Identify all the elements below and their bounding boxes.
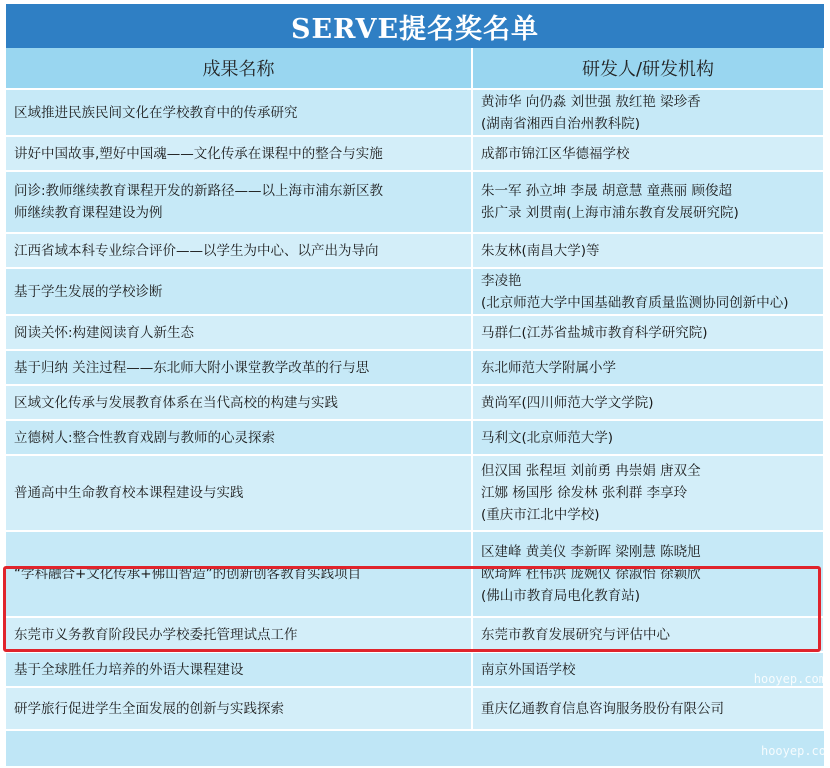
achievement-name-line: 区域文化传承与发展教育体系在当代高校的构建与实践 — [14, 394, 338, 411]
table-row — [6, 350, 824, 385]
developer-cell — [472, 420, 824, 455]
award-list-sheet — [6, 4, 824, 766]
table-row — [6, 420, 824, 455]
achievement-name-line: 讲好中国故事,塑好中国魂——文化传承在课程中的整合与实施 — [14, 145, 383, 162]
developer-cell — [472, 233, 824, 268]
developer-line: 东北师范大学附属小学 — [481, 359, 616, 376]
achievement-name-cell — [6, 315, 472, 350]
achievement-name-line: 东莞市义务教育阶段民办学校委托管理试点工作 — [14, 626, 298, 643]
achievement-name-cell — [6, 136, 472, 171]
achievement-name-line: 区域推进民族民间文化在学校教育中的传承研究 — [14, 104, 298, 121]
developer-line: (佛山市教育局电化教育站) — [481, 588, 641, 604]
developer-line: 张广录 刘贯南(上海市浦东教育发展研究院) — [481, 205, 739, 221]
watermark: hooyep.com — [753, 672, 826, 686]
developer-cell — [472, 385, 824, 420]
developer-line: (北京师范大学中国基础教育质量监测协同创新中心) — [481, 294, 789, 311]
developer-cell — [472, 136, 824, 171]
developer-cell — [472, 687, 824, 730]
achievement-name-cell — [6, 350, 472, 385]
developer-cell — [472, 89, 824, 136]
table-row — [6, 617, 824, 652]
achievement-name-cell — [6, 687, 472, 730]
achievement-name-line: 问诊:教师继续教育课程开发的新路径——以上海市浦东新区教 — [14, 183, 384, 199]
developer-line: 东莞市教育发展研究与评估中心 — [481, 626, 670, 643]
developer-cell — [472, 171, 824, 233]
developer-line: 黄沛华 向仍淼 刘世强 敖红艳 梁珍香 — [481, 93, 701, 110]
table-row — [6, 315, 824, 350]
award-table — [6, 48, 825, 731]
column-header-name: 成果名称 — [6, 48, 472, 89]
achievement-name-cell — [6, 233, 472, 268]
developer-cell — [472, 268, 824, 315]
achievement-name-line: 研学旅行促进学生全面发展的创新与实践探索 — [14, 700, 284, 717]
page-title: SERVE提名奖名单 — [6, 4, 824, 48]
watermark: hooyep.co — [760, 744, 826, 758]
achievement-name-cell — [6, 385, 472, 420]
developer-line: 南京外国语学校 — [481, 661, 576, 678]
achievement-name-cell — [6, 420, 472, 455]
developer-line: 重庆亿通教育信息咨询服务股份有限公司 — [481, 700, 724, 717]
column-header-developer: 研发人/研发机构 — [472, 48, 824, 89]
developer-line: 朱一军 孙立坤 李晟 胡意慧 童燕丽 顾俊超 — [481, 183, 732, 199]
developer-line: 成都市锦江区华德福学校 — [481, 145, 630, 162]
developer-line: 黄尚军(四川师范大学文学院) — [481, 394, 654, 411]
achievement-name-cell — [6, 617, 472, 652]
table-row — [6, 455, 824, 531]
table-row — [6, 233, 824, 268]
table-row — [6, 268, 824, 315]
table-row — [6, 89, 824, 136]
table-row — [6, 171, 824, 233]
table-header-row — [6, 48, 824, 89]
achievement-name-cell — [6, 268, 472, 315]
developer-line: 但汉国 张程垣 刘前勇 冉崇娟 唐双全 — [481, 463, 701, 479]
developer-line: (湖南省湘西自治州教科院) — [481, 115, 641, 132]
achievement-name-line: 阅读关怀:构建阅读育人新生态 — [14, 324, 195, 341]
developer-line: 马利文(北京师范大学) — [481, 429, 614, 446]
table-row — [6, 136, 824, 171]
developer-line: 李凌艳 — [481, 272, 522, 289]
developer-cell — [472, 531, 824, 617]
table-row — [6, 531, 824, 617]
developer-line: (重庆市江北中学校) — [481, 507, 600, 523]
achievement-name-line: “学科融合+文化传承+佛山智造”的创新创客教育实践项目 — [14, 566, 362, 582]
achievement-name-cell — [6, 455, 472, 531]
table-row — [6, 652, 824, 687]
developer-cell — [472, 350, 824, 385]
achievement-name-line: 江西省域本科专业综合评价——以学生为中心、以产出为导向 — [14, 242, 379, 259]
developer-cell — [472, 617, 824, 652]
developer-line: 朱友林(南昌大学)等 — [481, 242, 600, 259]
achievement-name-cell — [6, 652, 472, 687]
achievement-name-cell — [6, 89, 472, 136]
achievement-name-line: 基于归纳 关注过程——东北师大附小课堂教学改革的行与思 — [14, 359, 370, 376]
achievement-name-line: 师继续教育课程建设为例 — [14, 205, 163, 221]
achievement-name-line: 基于全球胜任力培养的外语大课程建设 — [14, 661, 244, 678]
developer-line: 马群仁(江苏省盐城市教育科学研究院) — [481, 324, 708, 341]
developer-line: 欧琦辉 杜伟洪 庞婉仪 徐淑怡 徐颖欣 — [481, 566, 701, 582]
table-row — [6, 687, 824, 730]
achievement-name-line: 普通高中生命教育校本课程建设与实践 — [14, 485, 244, 501]
achievement-name-line: 立德树人:整合性教育戏剧与教师的心灵探索 — [14, 429, 276, 446]
table-row — [6, 385, 824, 420]
developer-cell — [472, 455, 824, 531]
developer-line: 江娜 杨国彤 徐发林 张利群 李享玲 — [481, 485, 688, 501]
achievement-name-cell — [6, 171, 472, 233]
achievement-name-cell — [6, 531, 472, 617]
achievement-name-line: 基于学生发展的学校诊断 — [14, 283, 163, 300]
developer-cell — [472, 315, 824, 350]
developer-line: 区建峰 黄美仪 李新晖 梁刚慧 陈晓旭 — [481, 544, 701, 560]
